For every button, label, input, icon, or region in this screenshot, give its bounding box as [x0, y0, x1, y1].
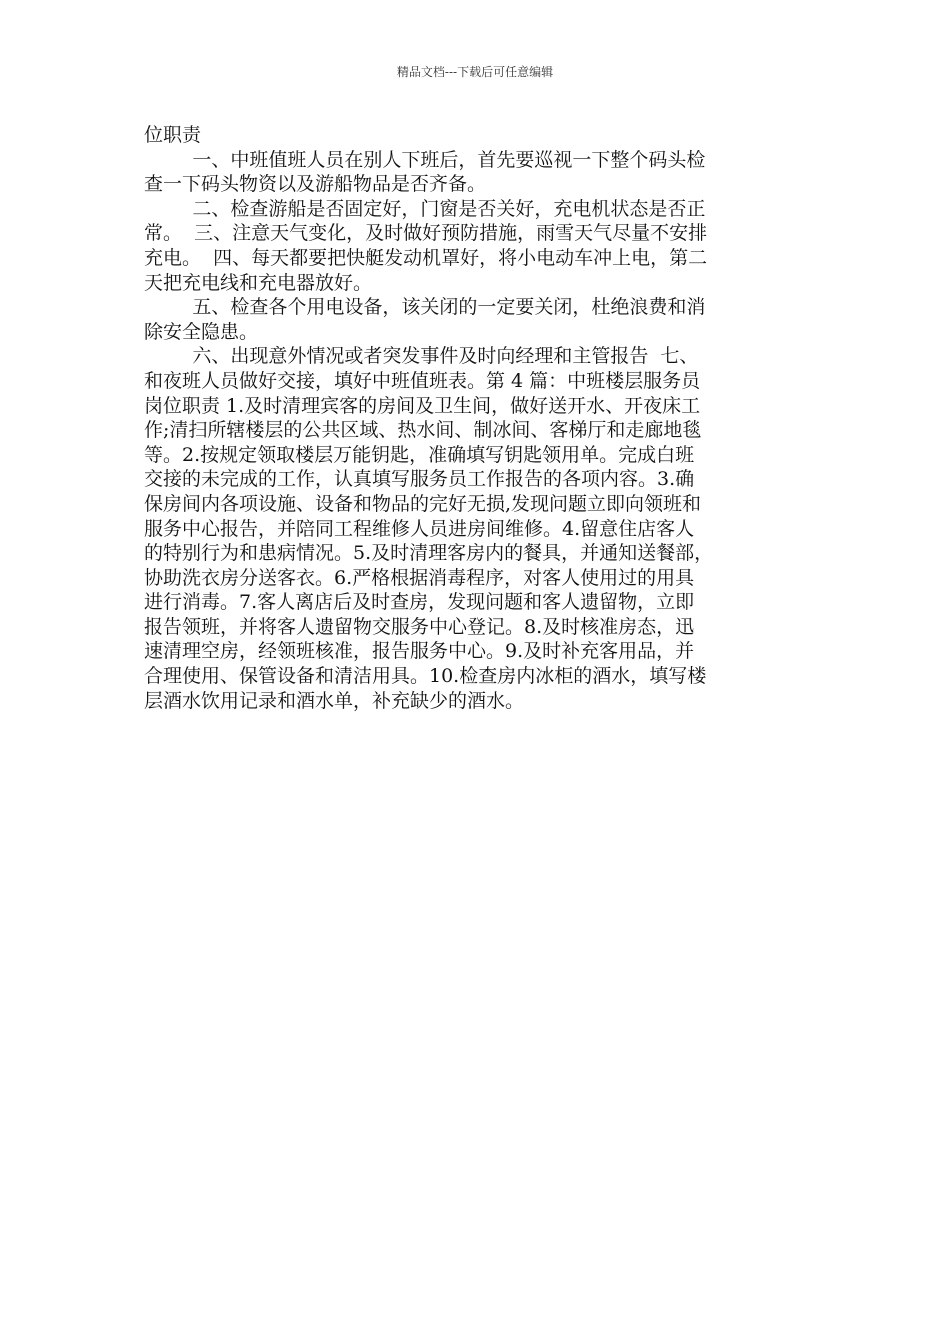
text-line: 的特别行为和患病情况。5.及时清理客房内的餐具，并通知送餐部，: [144, 542, 714, 565]
text-line: 速清理空房，经领班核准，报告服务中心。9.及时补充客用品，并: [144, 640, 695, 663]
text-line: 岗位职责 1.及时清理宾客的房间及卫生间，做好送开水、开夜床工: [144, 394, 701, 417]
text-line: 二、检查游船是否固定好，门窗是否关好，充电机状态是否正: [144, 197, 706, 220]
text-line: 进行消毒。7.客人离店后及时查房，发现问题和客人遗留物，立即: [144, 591, 695, 614]
text-line: 一、中班值班人员在别人下班后，首先要巡视一下整个码头检: [144, 148, 706, 171]
document-body: [144, 123, 810, 713]
text-line: 六、出现意外情况或者突发事件及时向经理和主管报告 七、: [144, 345, 699, 368]
text-line: 和夜班人员做好交接，填好中班值班表。第 4 篇：中班楼层服务员: [144, 369, 701, 392]
text-line: 等。2.按规定领取楼层万能钥匙，准确填写钥匙领用单。完成白班: [144, 443, 695, 466]
text-line: 位职责: [144, 124, 202, 146]
text-line: 查一下码头物资以及游船物品是否齐备。: [144, 173, 487, 196]
text-line: 作;清扫所辖楼层的公共区域、热水间、制冰间、客梯厅和走廊地毯: [144, 419, 702, 442]
page-header: 精品文档---下载后可任意编辑: [396, 65, 554, 79]
text-line: 充电。 四、每天都要把快艇发动机罩好，将小电动车冲上电，第二: [144, 246, 708, 269]
text-line: 五、检查各个用电设备，该关闭的一定要关闭，杜绝浪费和消: [144, 296, 706, 319]
text-line: 天把充电线和充电器放好。: [144, 271, 373, 294]
text-line: 除安全隐患。: [144, 320, 259, 343]
text-line: 协助洗衣房分送客衣。6.严格根据消毒程序，对客人使用过的用具: [144, 566, 695, 589]
text-line: 层酒水饮用记录和酒水单，补充缺少的酒水。: [144, 689, 525, 712]
text-line: 常。 三、注意天气变化，及时做好预防措施，雨雪天气尽量不安排: [144, 222, 708, 245]
text-line: 报告领班，并将客人遗留物交服务中心登记。8.及时核准房态，迅: [144, 615, 695, 638]
text-line: 服务中心报告，并陪同工程维修人员进房间维修。4.留意住店客人: [144, 517, 695, 540]
text-line: 交接的未完成的工作，认真填写服务员工作报告的各项内容。3.确: [144, 468, 695, 491]
text-line: 保房间内各项设施、设备和物品的完好无损,发现问题立即向领班和: [144, 492, 702, 515]
text-line: 合理使用、保管设备和清洁用具。10.检查房内冰柜的酒水，填写楼: [144, 665, 707, 688]
